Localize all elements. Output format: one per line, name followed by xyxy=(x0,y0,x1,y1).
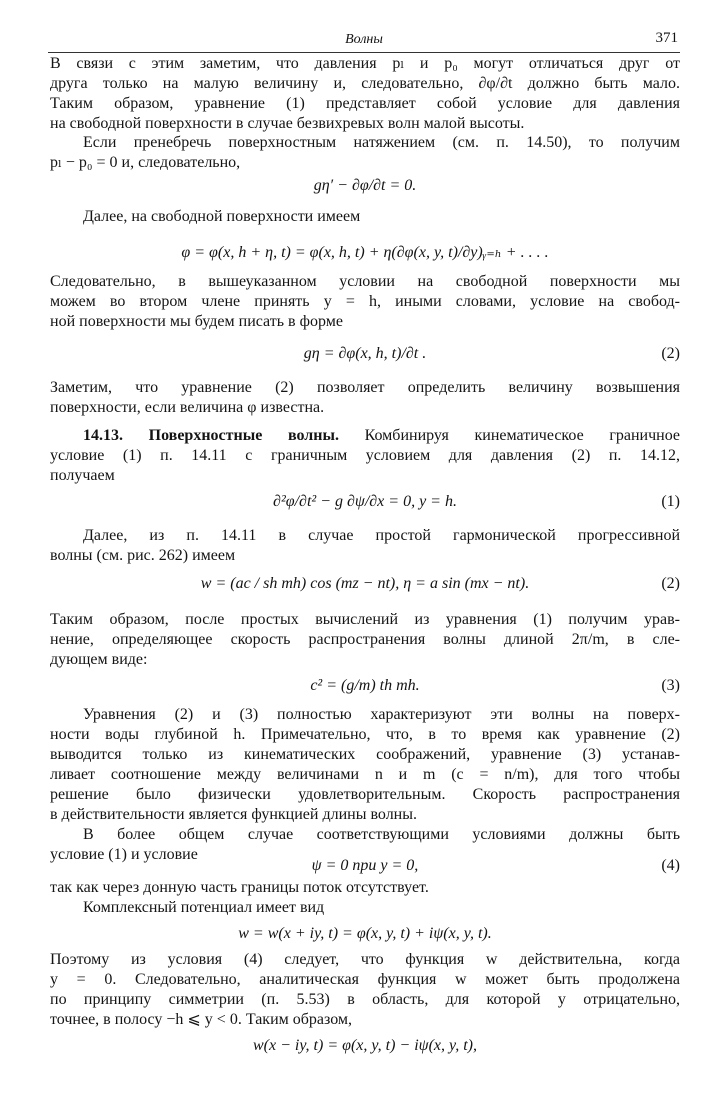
equation-number: (4) xyxy=(661,857,680,874)
section-heading: 14.13. Поверхностные волны. xyxy=(83,427,339,444)
text-line: на свободной поверхности в случае безвихревых волн малой высоты. xyxy=(50,115,525,132)
equation-formula: w = (ac / sh mh) cos (mz − nt), η = a sin (mx − nt). xyxy=(200,575,530,592)
text-line: Если пренебречь поверхностным натяжением (см. п. 14.50), то получим xyxy=(83,134,680,151)
text-line: в действительности является функцией длины волны. xyxy=(50,806,417,823)
running-header xyxy=(48,30,680,53)
text-line: волны (см. рис. 262) имеем xyxy=(50,547,236,564)
text-line: друга только на малую величину и, следовательно, ∂φ/∂t должно быть мало. xyxy=(50,75,680,92)
equation-number: (1) xyxy=(661,493,680,510)
text-line: Таким образом, после простых вычислений из уравнения (1) получим урав- xyxy=(50,611,680,628)
equation-number: (2) xyxy=(661,575,680,592)
equation-formula: c² = (g/m) th mh. xyxy=(310,677,420,694)
running-title: Волны xyxy=(345,32,383,47)
text-line-content: Комбинируя кинематическое граничное xyxy=(364,427,681,444)
text-line: по принципу симметрии (п. 5.53) в область, для которой y отрицательно, xyxy=(50,991,680,1008)
equation-number: (2) xyxy=(661,345,680,362)
text-line: поверхности, если величина φ известна. xyxy=(50,399,325,416)
equation-formula: ∂²φ/∂t² − g ∂ψ/∂x = 0, y = h. xyxy=(273,493,457,510)
text-line: Поэтому из условия (4) следует, что функция w действительна, когда xyxy=(50,951,680,968)
text-line xyxy=(83,426,680,446)
text-line: ливает соотношение между величинами n и m (c = n/m), для того чтобы xyxy=(50,766,680,783)
text-line: можем во втором члене принять y = h, иными словами, условие на свобод- xyxy=(50,293,680,310)
text-line: Следовательно, в вышеуказанном условии на свободной поверхности мы xyxy=(50,273,680,290)
text-line: получаем xyxy=(50,467,115,484)
page-number: 371 xyxy=(655,30,678,46)
text-line: условие (1) и условие xyxy=(50,846,198,863)
equation-formula: w = w(x + iy, t) = φ(x, y, t) + iψ(x, y, t). xyxy=(238,925,492,942)
equation-formula: gη′ − ∂φ/∂t = 0. xyxy=(313,177,417,194)
text-line: Далее, на свободной поверхности имеем xyxy=(83,208,361,225)
text-line: выводится только из кинематических соображений, уравнение (3) устанав- xyxy=(50,746,680,763)
text-line: Заметим, что уравнение (2) позволяет определить величину возвышения xyxy=(50,379,680,396)
text-line: так как через донную часть границы поток отсутствует. xyxy=(50,879,429,896)
text-line: Уравнения (2) и (3) полностью характеризуют эти волны на поверх- xyxy=(83,706,680,723)
text-line: В связи с этим заметим, что давления pₗ и p₀ могут отличаться друг от xyxy=(50,55,680,72)
text-line: нение, определяющее скорость распространения волны длиной 2π/m, в сле- xyxy=(50,631,680,648)
text-line: В более общем случае соответствующими условиями должны быть xyxy=(83,826,680,843)
text-line: условие (1) п. 14.11 с граничным условием для давления (2) п. 14.12, xyxy=(50,447,680,464)
text-line: точнее, в полосу −h ⩽ y < 0. Таким образом, xyxy=(50,1011,353,1028)
text-line: ности воды глубиной h. Примечательно, что, в то время как уравнение (2) xyxy=(50,726,680,743)
text-line: ной поверхности мы будем писать в форме xyxy=(50,313,343,330)
equation-formula: gη = ∂φ(x, h, t)/∂t . xyxy=(303,345,427,362)
text-line: y = 0. Следовательно, аналитическая функция w может быть продолжена xyxy=(50,971,680,988)
text-line: решение было физически удовлетворительным. Скорость распространения xyxy=(50,786,680,803)
equation-formula: φ = φ(x, h + η, t) = φ(x, h, t) + η(∂φ(x, y, t)/∂y)ᵧ₌ₕ + . . . . xyxy=(181,244,549,261)
text-line: Таким образом, уравнение (1) представляет собой условие для давления xyxy=(50,95,680,112)
text-line: дующем виде: xyxy=(50,651,148,668)
equation-formula: ψ = 0 при y = 0, xyxy=(311,857,419,874)
equation-number: (3) xyxy=(661,677,680,694)
equation-formula: w(x − iy, t) = φ(x, y, t) − iψ(x, y, t), xyxy=(252,1037,477,1054)
text-line: Далее, из п. 14.11 в случае простой гармонической прогрессивной xyxy=(83,527,680,544)
text-line: pₗ − p₀ = 0 и, следовательно, xyxy=(50,154,241,171)
text-line: Комплексный потенциал имеет вид xyxy=(83,899,325,916)
